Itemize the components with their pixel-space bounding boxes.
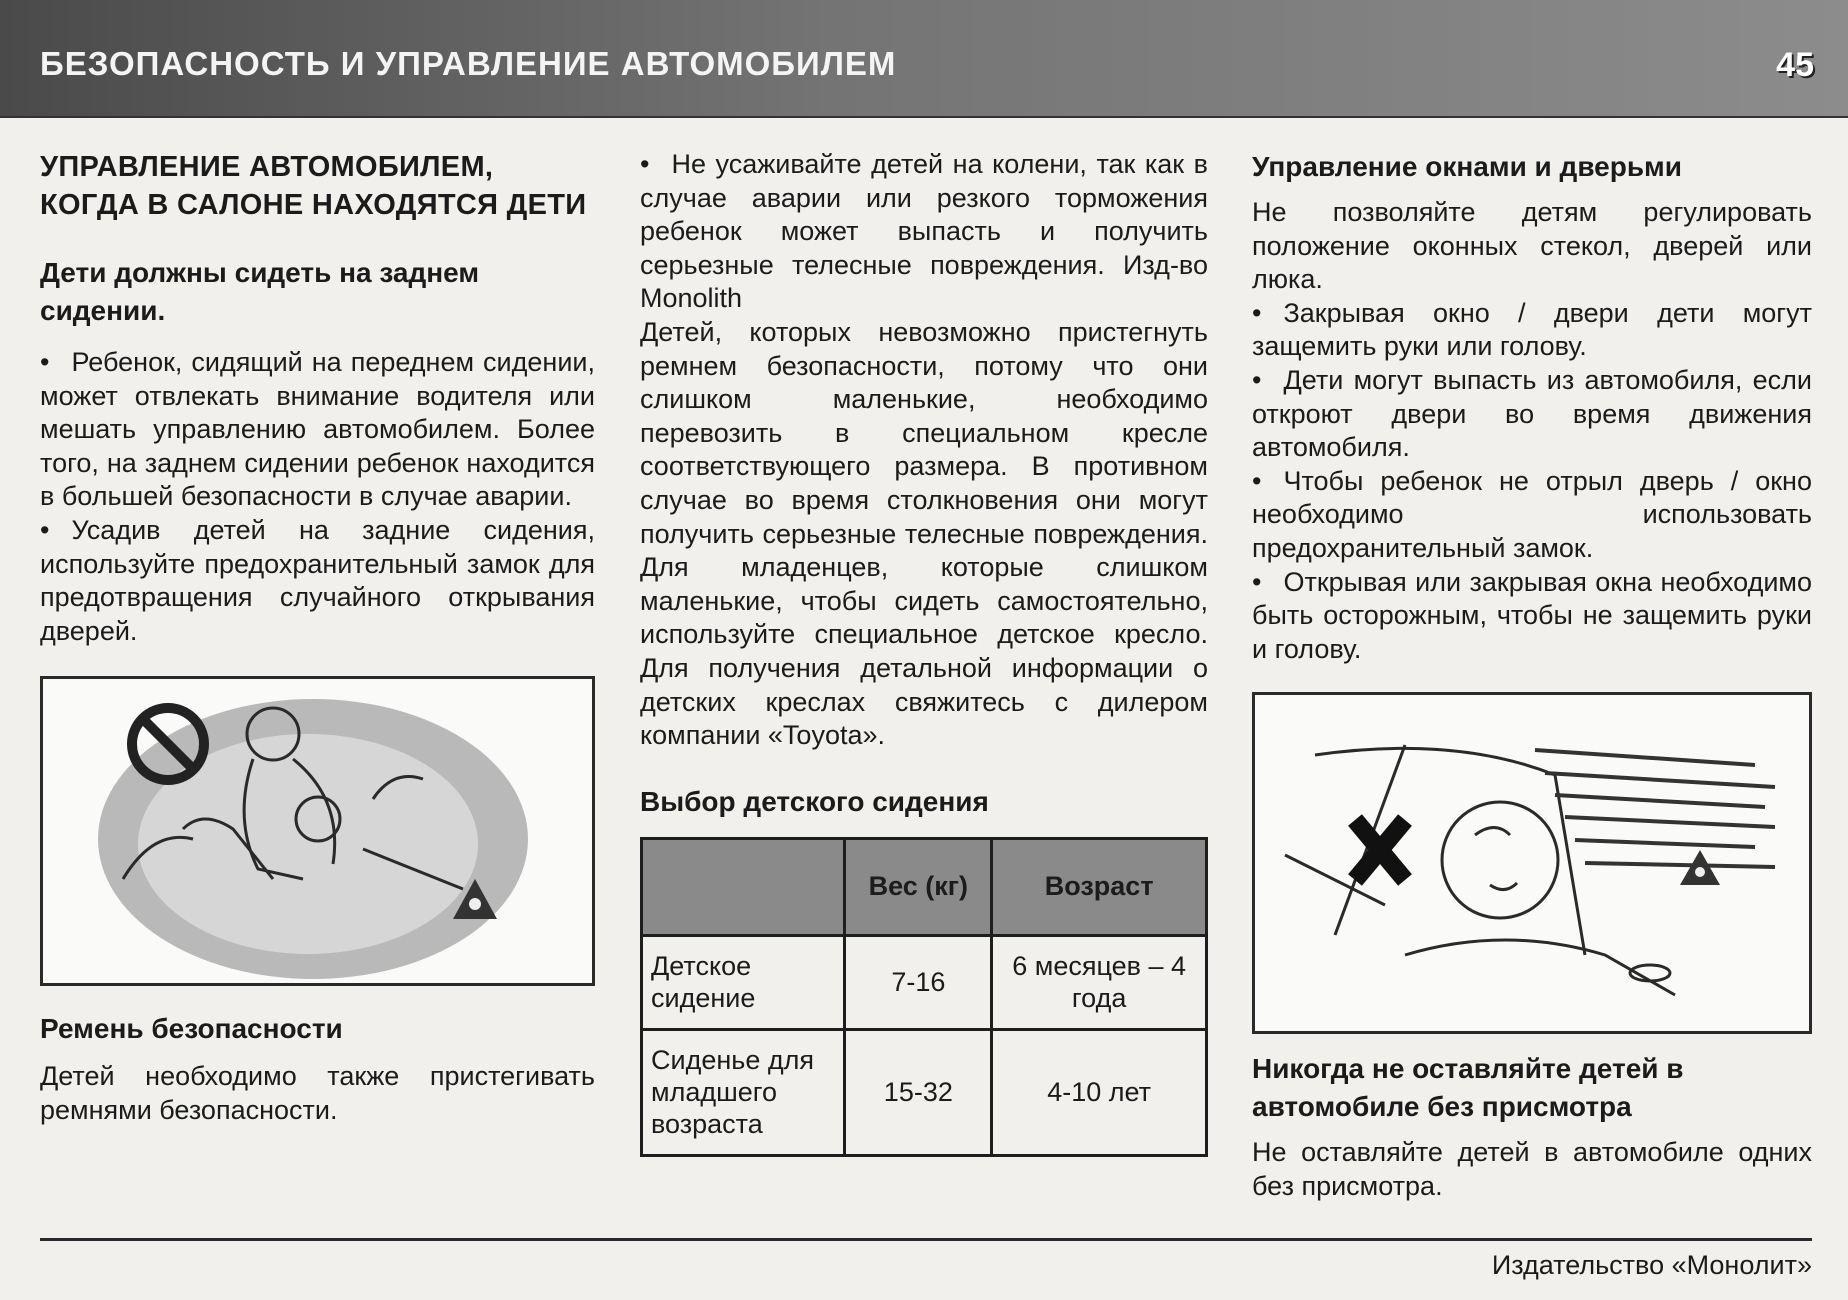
bullet-pinch: • Закрывая окно / двери дети могут защемить руки или голову.	[1252, 297, 1812, 364]
page-number: 45	[1776, 46, 1814, 84]
illustration-child-on-lap	[43, 679, 592, 983]
table-cell: Сиденье для младшего возраста	[642, 1029, 845, 1155]
para-seatbelt: Детей необходимо также пристегивать ремнями безопасности.	[40, 1061, 595, 1125]
table-cell: 4-10 лет	[992, 1029, 1207, 1155]
bullet-lock: • Чтобы ребенок не отрыл дверь / окно необходимо использовать предохранительный замок.	[1252, 465, 1812, 566]
subheading-unattended: Никогда не оставляйте детей в автомобиле без присмотра	[1252, 1053, 1684, 1123]
table-header-cell: Возраст	[992, 838, 1207, 935]
column-3	[1252, 148, 1812, 1204]
section-title: УПРАВЛЕНИЕ АВТОМОБИЛЕМ, КОГДА В САЛОНЕ НАХОДЯТСЯ ДЕТИ	[40, 151, 587, 221]
subheading-windows-doors: Управление окнами и дверьми	[1252, 151, 1682, 182]
cross-icon	[1355, 820, 1405, 880]
bullet-fall-out: • Дети могут выпасть из автомобиля, если откроют двери во время движения автомобиля.	[1252, 364, 1812, 465]
footer-publisher: Издательство «Монолит»	[1491, 1250, 1812, 1280]
bullet-front-seat: • Ребенок, сидящий на переднем сидении, может отвлекать внимание водителя или мешать управлению автомобилем. Более того, на заднем сидении ребенок находится в большей безопасности в случае аварии.	[40, 346, 595, 514]
table-cell: Детское сидение	[642, 935, 845, 1029]
table-header-row	[642, 838, 1207, 935]
para-unattended: Не оставляйте детей в автомобиле одних без присмотра.	[1252, 1137, 1812, 1201]
illustration-child-head-window	[1255, 695, 1809, 1031]
table-header-cell	[642, 838, 845, 935]
header-title: БЕЗОПАСНОСТЬ И УПРАВЛЕНИЕ АВТОМОБИЛЕМ	[40, 45, 897, 82]
table-header-cell: Вес (кг)	[845, 838, 992, 935]
column-2	[640, 148, 1208, 1157]
bullet-careful: • Открывая или закрывая окна необходимо быть осторожным, чтобы не защемить руки и голову.	[1252, 566, 1812, 667]
subheading-seatbelt: Ремень безопасности	[40, 1013, 343, 1045]
child-seat-table	[640, 837, 1208, 1157]
footer-divider	[40, 1238, 1812, 1241]
bullet-child-lock: • Усадив детей на задние сидения, используйте предохранительный замок для предотвращения случайного открывания дверей.	[40, 514, 595, 648]
page-header	[0, 0, 1848, 118]
table-cell: 7-16	[845, 935, 992, 1029]
table-title: Выбор детского сидения	[640, 785, 989, 817]
table-row	[642, 935, 1207, 1029]
column-1	[40, 148, 595, 1128]
para-child-seat: Детей, которых невозможно пристегнуть ремнем безопасности, потому что они слишком маленькие, необходимо перевозить в специальном кресле соответствующего размера. В противном случае во время столкновения они могут получить серьезные телесные повреждения. Для младенцев, которые слишком маленькие, чтобы сидеть самостоятельно, используйте специальное детское кресло. Для получения детальной информации о детских креслах свяжитесь с дилером компании «Toyota».	[640, 316, 1208, 751]
table-cell: 6 месяцев – 4 года	[992, 935, 1207, 1029]
para-windows: Не позволяйте детям регулировать положение оконных стекол, дверей или люка.	[1252, 197, 1812, 295]
table-cell: 15-32	[845, 1029, 992, 1155]
table-row	[642, 1029, 1207, 1155]
subheading-rear-seat: Дети должны сидеть на заднем сидении.	[40, 257, 480, 326]
bullet-no-lap: • Не усаживайте детей на колени, так как в случае аварии или резкого торможения ребенок может выпасть и получить серьезные телесные повреждения. Изд-во Monolith	[640, 148, 1208, 316]
illustration-child-on-front-seat	[40, 676, 595, 986]
illustration-child-at-window	[1252, 692, 1812, 1034]
